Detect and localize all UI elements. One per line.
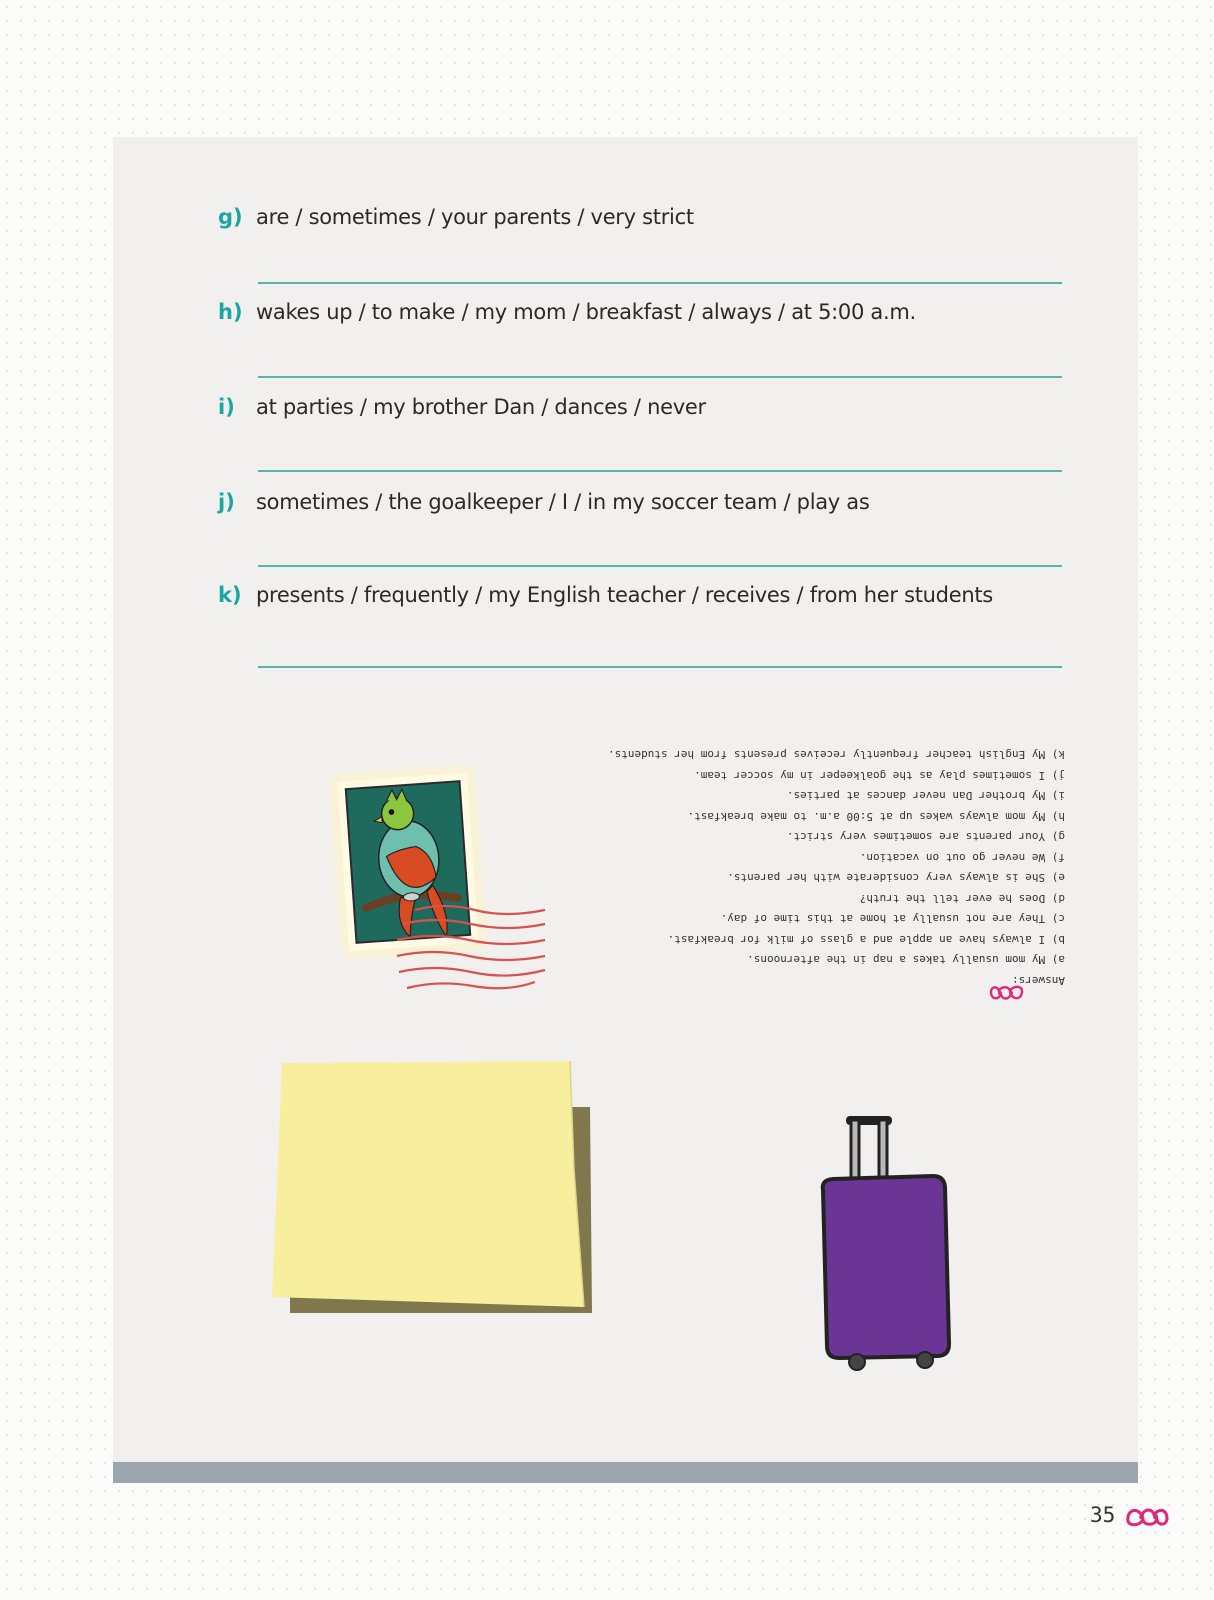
sticky-note [268,1057,598,1327]
exercise-letter: g) [218,205,243,229]
exercise-prompt: are / sometimes / your parents / very strict [256,205,694,229]
answer-item: k) My English teacher frequently receives presents from her students. [608,748,1065,762]
page-number: 35 [1090,1503,1116,1527]
answer-line-g[interactable] [258,282,1062,284]
exercise-letter: k) [218,583,242,607]
answer-item: b) I always have an apple and a glass of milk for breakfast. [667,933,1065,946]
exercise-prompt: wakes up / to make / my mom / breakfast / always / at 5:00 a.m. [256,300,916,324]
workbook-page [113,137,1138,1483]
answer-item: e) She is always very considerate with her parents. [727,871,1065,885]
exercise-letter: h) [218,300,243,324]
answer-line-k[interactable] [258,666,1062,668]
answer-item: g) Your parents are sometimes very strict. [786,830,1065,844]
answer-item: d) Does he ever tell the truth? [859,892,1065,905]
page-bottom-bar [113,1462,1138,1483]
answer-item: a) My mom usually takes a nap in the afternoons. [747,953,1065,967]
answer-key-upside-down [608,728,1065,990]
answer-line-i[interactable] [258,470,1062,472]
answer-item: j) I sometimes play as the goalkeeper in my soccer team. [694,769,1065,782]
answer-key-heading: Answers: [1012,974,1065,987]
exercise-prompt: sometimes / the goalkeeper / I / in my soccer team / play as [256,490,870,514]
exercise-letter: j) [218,490,235,514]
exercise-letter: i) [218,395,235,419]
publisher-logo-icon [1124,1504,1172,1530]
answer-item: h) My mom always wakes up at 5:00 a.m. to make breakfast. [687,810,1065,823]
suitcase-icon [813,1112,963,1372]
answer-line-h[interactable] [258,376,1062,378]
exercise-prompt: presents / frequently / my English teacher / receives / from her students [256,583,993,607]
answer-item: f) We never go out on vacation. [859,851,1065,864]
answer-item: i) My brother Dan never dances at parties. [786,789,1065,803]
postmark-lines [395,902,555,997]
answer-item: c) They are not usually at home at this time of day. [720,912,1065,926]
publisher-logo-icon [987,983,1025,1003]
answer-line-j[interactable] [258,565,1062,567]
exercise-prompt: at parties / my brother Dan / dances / never [256,395,706,419]
